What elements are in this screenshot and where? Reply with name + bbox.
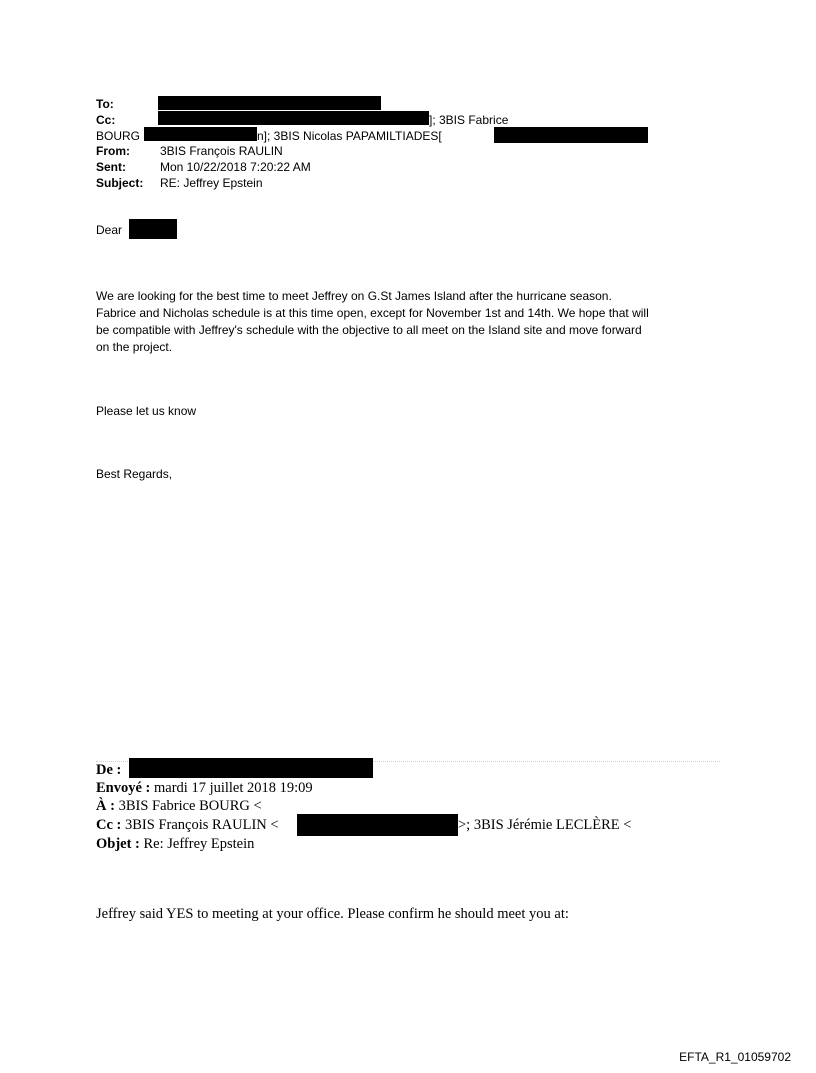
quoted-cc-value-start: 3BIS François RAULIN <: [125, 817, 279, 833]
body-line-4: on the project.: [96, 340, 173, 354]
cc-line1-tail: ]; 3BIS Fabrice: [429, 113, 509, 127]
body-line-1: We are looking for the best time to meet Jeffrey on G.St James Island after the hurricane season.: [96, 289, 612, 303]
quoted-cc-value-end: >; 3BIS Jérémie LECLÈRE <: [458, 817, 632, 833]
greeting: Dear: [96, 223, 123, 237]
cc-label: Cc:: [96, 113, 116, 127]
redaction-cc-3: [494, 127, 648, 143]
from-label: From:: [96, 144, 130, 158]
regards-line: Best Regards,: [96, 467, 173, 481]
subject-label: Subject:: [96, 176, 144, 190]
sent-label: Sent:: [96, 160, 126, 174]
objet-label: Objet :: [96, 836, 140, 852]
from-value: 3BIS François RAULIN: [160, 144, 283, 158]
body-line-2: Fabrice and Nicholas schedule is at this time open, except for November 1st and 14th. We hope that will: [96, 306, 649, 320]
cc-line2-mid: n]; 3BIS Nicolas PAPAMILTIADES[: [257, 129, 442, 143]
de-label: De :: [96, 762, 122, 778]
subject-value: RE: Jeffrey Epstein: [160, 176, 263, 190]
to-label: To:: [96, 97, 114, 111]
redaction-cc-2: [144, 127, 257, 141]
please-line: Please let us know: [96, 404, 197, 418]
sent-value: Mon 10/22/2018 7:20:22 AM: [160, 160, 311, 174]
a-line: [96, 798, 262, 814]
cc-line2-start: BOURG: [96, 129, 141, 143]
a-label: À :: [96, 798, 115, 814]
a-value: 3BIS Fabrice BOURG <: [118, 798, 262, 814]
body-line-3: be compatible with Jeffrey's schedule with the objective to all meet on the Island site and move forward: [96, 323, 642, 337]
document-id: EFTA_R1_01059702: [679, 1050, 791, 1064]
quoted-message: Jeffrey said YES to meeting at your office. Please confirm he should meet you at:: [96, 906, 569, 922]
redaction-quoted-cc: [297, 814, 458, 836]
quoted-cc-line: [96, 817, 279, 833]
envoye-value: mardi 17 juillet 2018 19:09: [154, 780, 313, 796]
envoye-label: Envoyé :: [96, 780, 151, 796]
quoted-cc-label: Cc :: [96, 817, 122, 833]
redaction-de: [129, 758, 373, 778]
redaction-to: [158, 96, 381, 110]
objet-value: Re: Jeffrey Epstein: [143, 836, 255, 852]
redaction-greeting-name: [129, 219, 177, 239]
envoye-line: [96, 780, 313, 796]
redaction-cc-1: [158, 111, 429, 125]
objet-line: [96, 836, 254, 852]
